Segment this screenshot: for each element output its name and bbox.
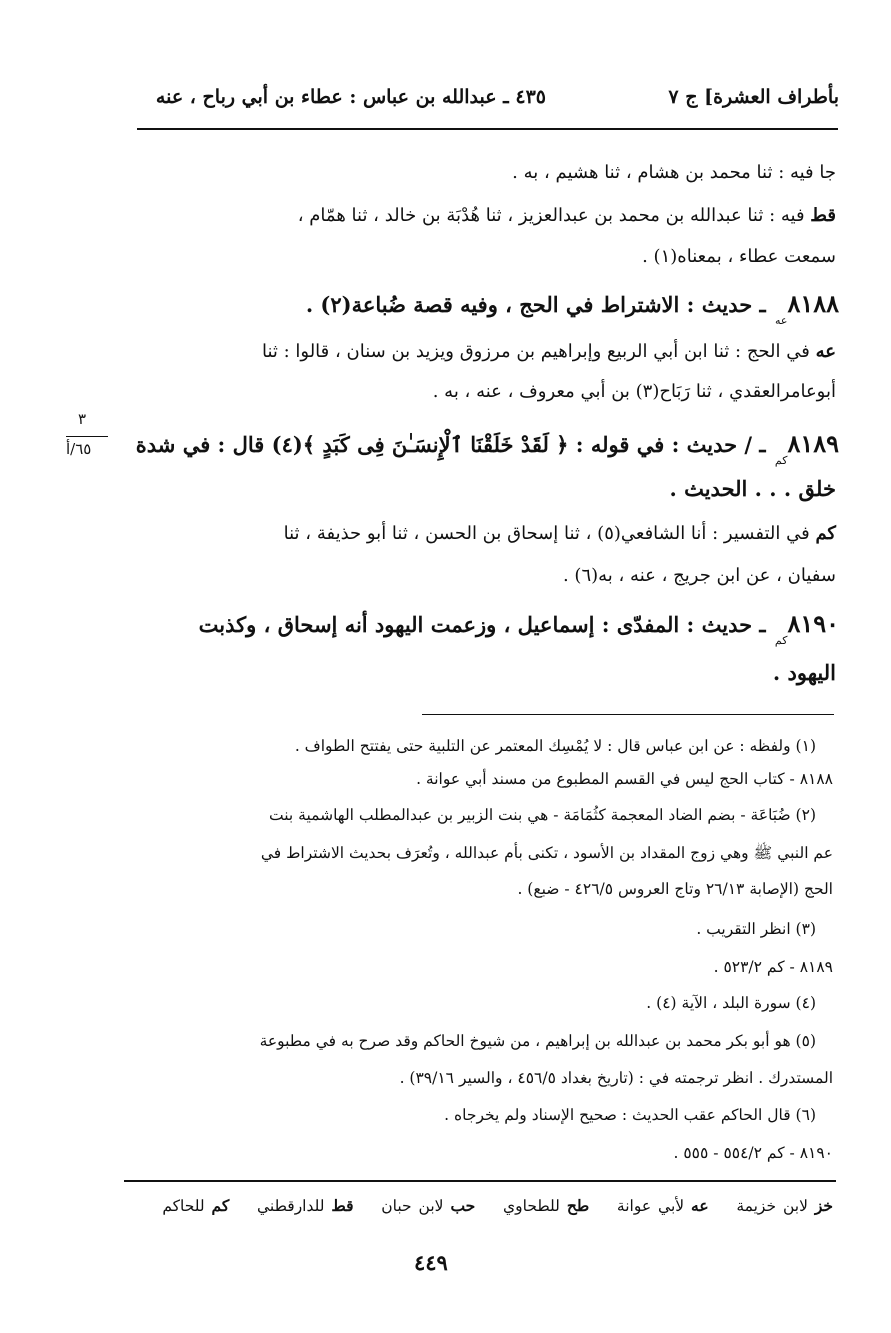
- source-abbr: قط: [810, 205, 836, 226]
- hadith-sigil: عه: [774, 314, 788, 327]
- running-header-title: ٤٣٥ ـ عبدالله بن عباس : عطاء بن أبي رباح ، عنه: [155, 86, 546, 108]
- margin-folio-rule: [66, 436, 108, 437]
- paragraph-ah: [126, 333, 836, 371]
- hadith-8190: [199, 605, 839, 660]
- paragraph-ah-cont: [126, 373, 836, 411]
- footnote-6: (٦) قال الحاكم عقب الحديث : صحيح الإسناد ولم يخرجاه .: [444, 1106, 816, 1124]
- hadith-title: خلق . . . الحديث .: [669, 476, 836, 501]
- hadith-title: ـ حديث : المفدّى : إسماعيل ، وزعمت اليهود أنه إسحاق ، وكذبت: [198, 612, 766, 637]
- footnote-4: (٤) سورة البلد ، الآية (٤) .: [646, 994, 816, 1012]
- footnote-5-cont: المستدرك . انظر ترجمته في : (تاريخ بغداد ٤٥٦/٥ ، والسير ٣٩/١٦) .: [399, 1069, 833, 1087]
- hadith-number: ٨١٩٠: [787, 609, 839, 638]
- legend-item: حب لابن حبان: [381, 1196, 476, 1215]
- legend-item: كم للحاكم: [162, 1196, 230, 1215]
- paragraph-km: [126, 515, 836, 553]
- legend-item: عه لأبي عوانة: [616, 1196, 709, 1215]
- header-rule: [137, 128, 838, 130]
- hadith-8190-cont: [773, 654, 836, 692]
- abbreviation-legend: [162, 1196, 833, 1215]
- legend-item: طح للطحاوي: [502, 1196, 590, 1215]
- paragraph-text: في الحج : ثنا ابن أبي الربيع وإبراهيم بن مرزوق ويزيد بن سنان ، قالوا : ثنا: [261, 341, 810, 362]
- paragraph-text: أبوعامرالعقدي ، ثنا رَبَاح(٣) بن أبي معروف ، عنه ، به .: [432, 381, 836, 402]
- source-abbr: كم: [815, 523, 836, 544]
- footnote-3-ref: ٨١٨٩ - كم ٥٢٣/٢ .: [713, 958, 833, 976]
- footnote-rule: [422, 714, 834, 715]
- paragraph-text: فيه : ثنا عبدالله بن محمد بن عبدالعزيز ، ثنا هُدْبَة بن خالد ، ثنا همّام ،: [297, 205, 805, 226]
- page-number: ٤٤٩: [414, 1250, 448, 1275]
- hadith-8188: [306, 285, 839, 340]
- paragraph-ja: [136, 154, 836, 192]
- hadith-8189-cont: [669, 470, 836, 508]
- source-abbr: عه: [815, 341, 836, 362]
- paragraph-qt: [132, 197, 836, 235]
- legend-item: قط للدارقطني: [256, 1196, 354, 1215]
- paragraph-text: جا فيه : ثنا محمد بن هشام ، ثنا هشيم ، به .: [512, 162, 836, 183]
- hadith-number: ٨١٨٨: [787, 289, 839, 318]
- running-header-volume: بأطراف العشرة] ج ٧: [668, 86, 839, 108]
- hadith-sigil: كم: [774, 634, 788, 647]
- footnote-1: (١) ولفظه : عن ابن عباس قال : لا يُمْسِك المعتمر عن التلبية حتى يفتتح الطواف .: [294, 737, 816, 755]
- hadith-title: ـ / حديث : في قوله : ﴿ لَقَدْ خَلَقْنَا ٱلْإِنسَـٰنَ فِى كَبَدٍ ﴾(٤) قال : في شدة: [135, 432, 766, 457]
- hadith-title: ـ حديث : الاشتراط في الحج ، وفيه قصة ضُباعة(٢) .: [305, 292, 766, 317]
- footnote-5: (٥) هو أبو بكر محمد بن عبدالله بن إبراهيم ، من شيوخ الحاكم وقد صرح به في مطبوعة: [259, 1032, 816, 1050]
- footnote-2-cont: الحج (الإصابة ٢٦/١٣ وتاج العروس ٤٢٦/٥ - ضبع) .: [517, 880, 833, 898]
- paragraph-qt-cont: [132, 238, 836, 276]
- footnote-2-cont: عم النبي ﷺ وهي زوج المقداد بن الأسود ، تكنى بأم عبدالله ، وتُعرَف بحديث الاشتراط في: [260, 844, 833, 862]
- footnote-6-ref: ٨١٩٠ - كم ٥٥٤/٢ - ٥٥٥ .: [673, 1144, 833, 1162]
- footnote-2: (٢) ضُبَاعَة - بضم الضاد المعجمة كثُمَامَة - هي بنت الزبير بن عبدالمطلب الهاشمية بنت: [269, 806, 816, 824]
- margin-folio-top: ٣: [78, 410, 87, 428]
- hadith-number: ٨١٨٩: [787, 429, 839, 458]
- hadith-title: اليهود .: [772, 660, 836, 685]
- paragraph-km-cont: [126, 557, 836, 595]
- footnote-3: (٣) انظر التقريب .: [696, 920, 816, 938]
- legend-item: خز لابن خزيمة: [736, 1196, 833, 1215]
- legend-rule: [124, 1180, 836, 1182]
- hadith-sigil: كم: [774, 454, 788, 467]
- margin-folio-bottom: ٦٥/أ: [66, 440, 92, 458]
- paragraph-text: سمعت عطاء ، بمعناه(١) .: [642, 246, 836, 267]
- footnote-1-ref: ٨١٨٨ - كتاب الحج ليس في القسم المطبوع من مسند أبي عوانة .: [416, 770, 833, 788]
- paragraph-text: سفيان ، عن ابن جريج ، عنه ، به(٦) .: [562, 565, 836, 586]
- paragraph-text: في التفسير : أنا الشافعي(٥) ، ثنا إسحاق بن الحسن ، ثنا أبو حذيفة ، ثنا: [283, 523, 810, 544]
